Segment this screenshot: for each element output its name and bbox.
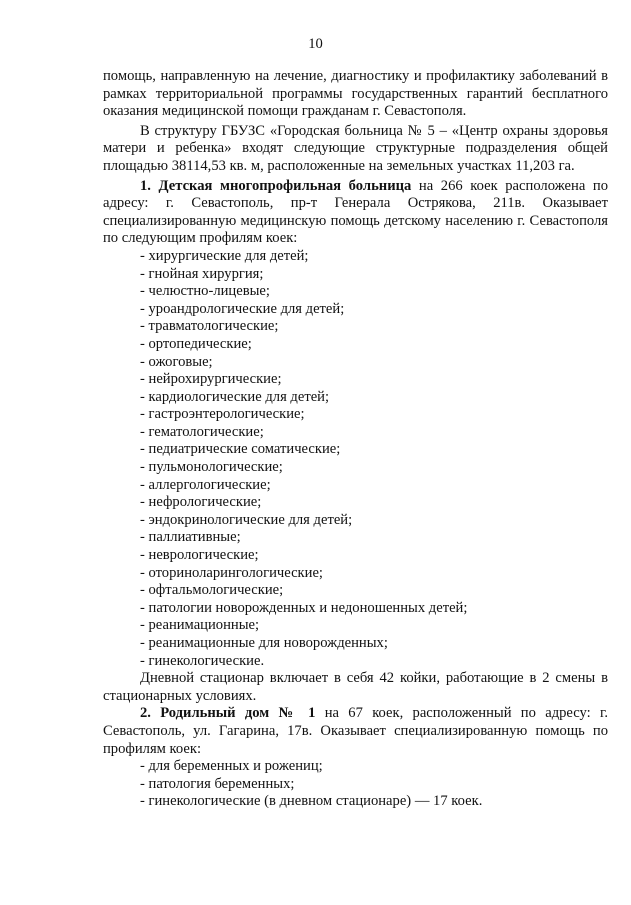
profile-list-item: - эндокринологические для детей; xyxy=(140,511,353,528)
profile-list-item: - патология беременных; xyxy=(140,775,295,792)
profile-list-item: - педиатрические соматические; xyxy=(140,441,341,458)
profile-list-item: - реанимационные для новорожденных; xyxy=(140,635,388,651)
profile-list-item: - гематологические; xyxy=(140,423,264,440)
page-number: 10 xyxy=(308,36,323,52)
profile-list-item: - нейрохирургические; xyxy=(140,371,282,388)
profile-list-item: - для беременных и рожениц; xyxy=(140,758,323,775)
profile-list-item: - реанимационные; xyxy=(140,617,260,634)
profile-list-item: - ортопедические; xyxy=(140,335,252,352)
day-hospital-paragraph: Дневной стационар включает в себя 42 койки, работающие в 2 смены в стационарных условиях. xyxy=(103,670,608,704)
profile-list-item: - кардиологические для детей; xyxy=(140,388,330,405)
section1-profile-list xyxy=(103,248,608,670)
profile-list-item: - нефрологические; xyxy=(140,494,262,511)
section2-paragraph xyxy=(103,705,608,758)
section1-paragraph xyxy=(103,178,608,248)
profile-list-item: - пульмонологические; xyxy=(140,459,283,476)
profile-list-item: - аллергологические; xyxy=(140,476,271,493)
profile-list-item: - уроандрологические для детей; xyxy=(140,300,345,317)
profile-list-item: - челюстно-лицевые; xyxy=(140,283,270,300)
profile-list-item: - травматологические; xyxy=(140,318,279,335)
profile-list-item: - гинекологические (в дневном стационаре) — 17 коек. xyxy=(140,793,483,810)
section2-text: на 67 коек, расположенный по адресу: г. Севастополь, ул. Гагарина, 17в. Оказывает специализированную помощь по профилям коек: xyxy=(103,705,608,757)
profile-list-item: - ожоговые; xyxy=(140,353,213,370)
profile-list-item: - гастроэнтерологические; xyxy=(140,406,305,423)
document-body xyxy=(103,68,608,811)
profile-list-item: - неврологические; xyxy=(140,547,259,564)
profile-list-item: - офтальмологические; xyxy=(140,582,284,599)
section1-title: 1. Детская многопрофильная больница xyxy=(140,177,412,194)
intro-paragraph: помощь, направленную на лечение, диагностику и профилактику заболеваний в рамках территориальной программы государственных гарантий бесплатного оказания медицинской помощи гражданам г. Севастополя. xyxy=(103,68,608,120)
section2-title: 2. Родильный дом № 1 xyxy=(140,705,316,722)
profile-list-item: - оториноларингологические; xyxy=(140,564,323,581)
structure-paragraph: В структуру ГБУЗС «Городская больница № 5 – «Центр охраны здоровья матери и ребенка» входят следующие структурные подразделения общей площадью 38114,53 кв. м, расположенные на земельных участках 11,203 га. xyxy=(103,122,608,174)
profile-list-item: - хирургические для детей; xyxy=(140,247,309,264)
profile-list-item: - патологии новорожденных и недоношенных детей; xyxy=(140,599,468,616)
section2-profile-list xyxy=(103,758,608,811)
profile-list-item: - гинекологические. xyxy=(140,652,265,669)
profile-list-item: - гнойная хирургия; xyxy=(140,265,264,282)
profile-list-item: - паллиативные; xyxy=(140,529,241,546)
section1-text: на 266 коек расположена по адресу: г. Севастополь, пр-т Генерала Острякова, 211в. Оказывает специализированную медицинскую помощь детскому населению г. Севастополя по следующим профилям коек: xyxy=(103,177,608,247)
